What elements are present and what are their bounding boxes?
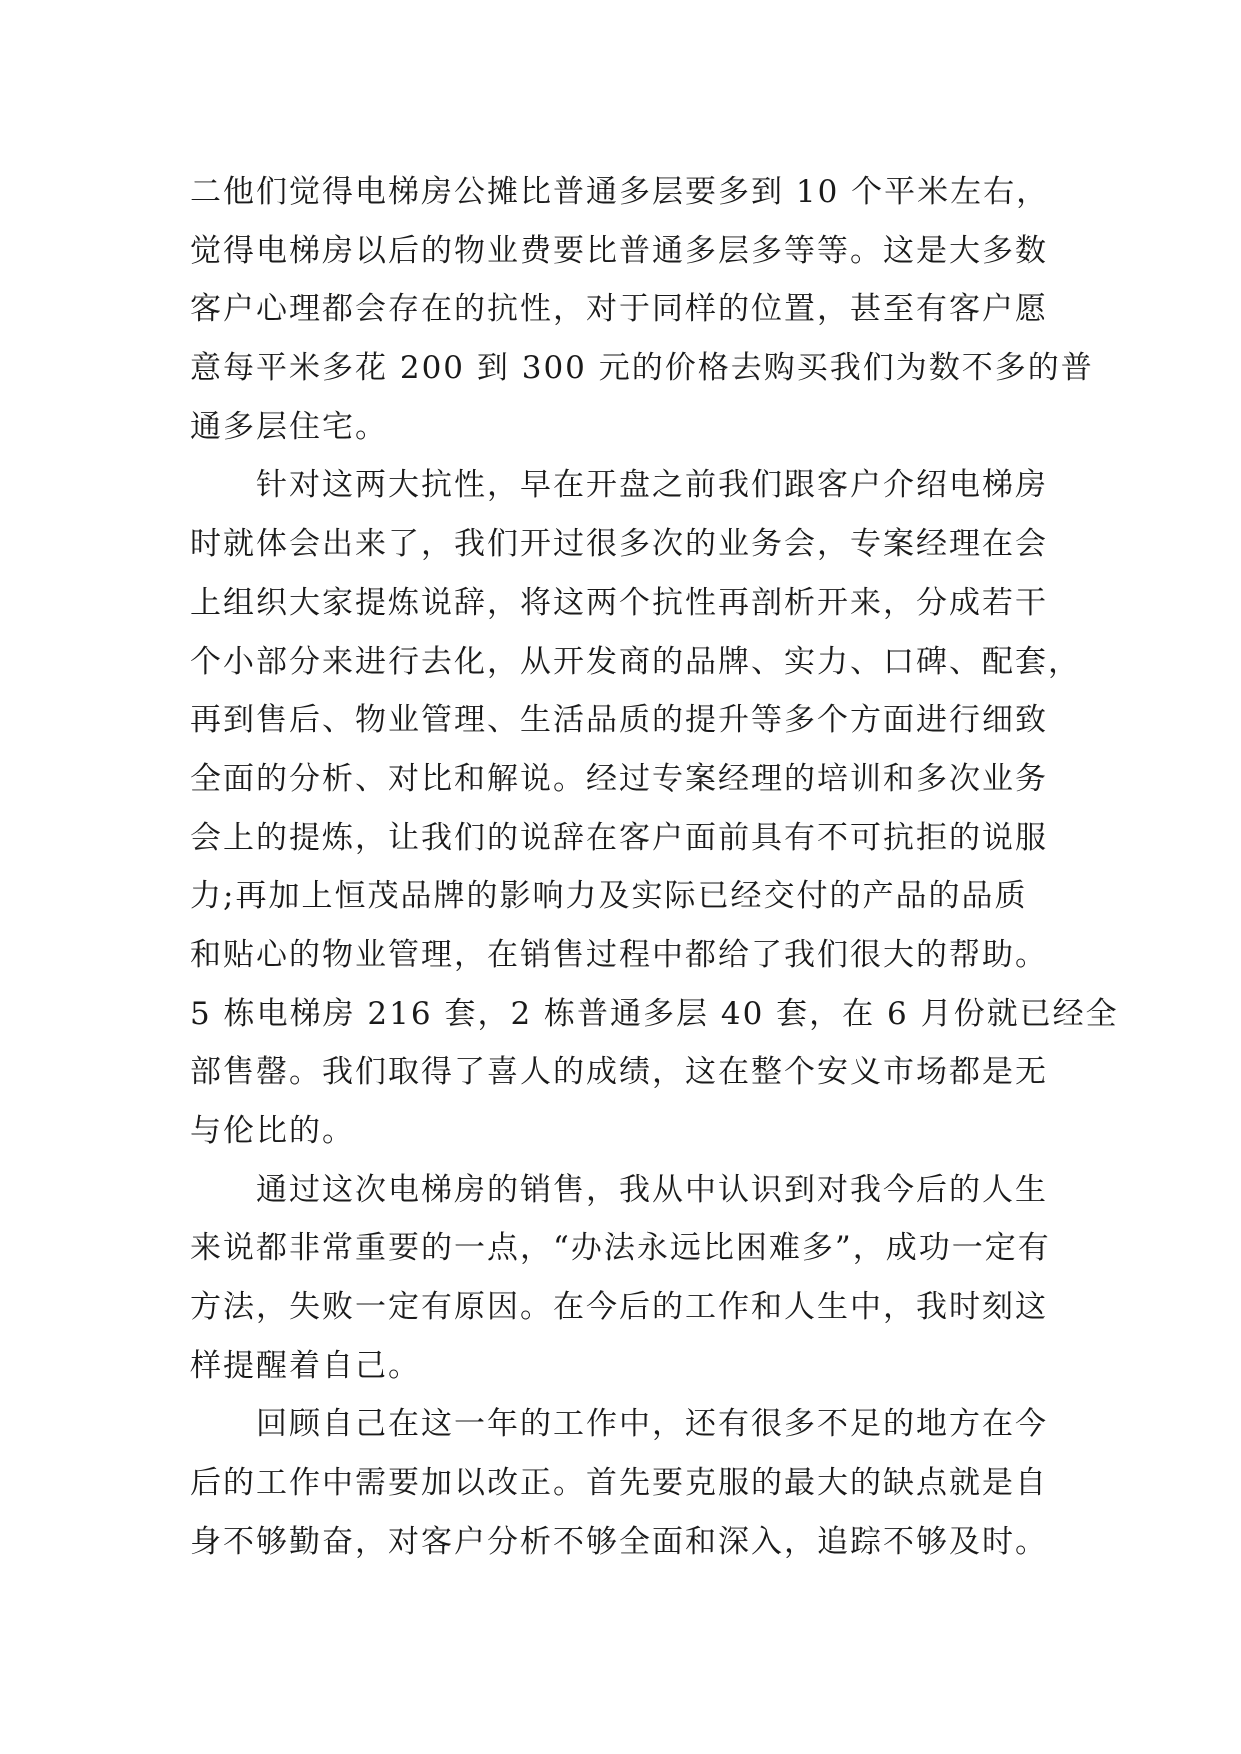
text-line: 通多层住宅。	[190, 408, 388, 445]
text-line: 全面的分析、对比和解说。经过专案经理的培训和多次业务	[190, 760, 1048, 797]
text-line: 回顾自己在这一年的工作中，还有很多不足的地方在今	[256, 1406, 1048, 1443]
text-line: 方法，失败一定有原因。在今后的工作和人生中，我时刻这	[190, 1289, 1048, 1326]
text-line: 上组织大家提炼说辞，将这两个抗性再剖析开来，分成若干	[190, 584, 1048, 621]
text-line: 与伦比的。	[190, 1113, 355, 1149]
text-line: 通过这次电梯房的销售，我从中认识到对我今后的人生	[256, 1171, 1048, 1208]
text-line: 部售罄。我们取得了喜人的成绩，这在整个安义市场都是无	[190, 1054, 1048, 1091]
text-line: 会上的提炼，让我们的说辞在客户面前具有不可抗拒的说服	[190, 819, 1048, 856]
text-line: 针对这两大抗性，早在开盘之前我们跟客户介绍电梯房	[256, 467, 1048, 504]
text-line: 力;再加上恒茂品牌的影响力及实际已经交付的产品的品质	[190, 878, 1028, 915]
text-line: 时就体会出来了，我们开过很多次的业务会，专案经理在会	[190, 526, 1048, 563]
text-line: 5 栋电梯房 216 套，2 栋普通多层 40 套，在 6 月份就已经全	[190, 995, 1119, 1032]
text-line: 来说都非常重要的一点，“办法永远比困难多”，成功一定有	[190, 1230, 1051, 1267]
text-line: 意每平米多花 200 到 300 元的价格去购买我们为数不多的普	[190, 350, 1094, 387]
text-line: 客户心理都会存在的抗性，对于同样的位置，甚至有客户愿	[190, 291, 1048, 328]
text-line: 二他们觉得电梯房公摊比普通多层要多到 10 个平米左右，	[190, 174, 1050, 210]
text-line: 身不够勤奋，对客户分析不够全面和深入，追踪不够及时。	[190, 1523, 1048, 1560]
document-body	[190, 163, 1119, 1572]
text-line: 再到售后、物业管理、生活品质的提升等多个方面进行细致	[190, 702, 1048, 739]
text-line: 觉得电梯房以后的物业费要比普通多层多等等。这是大多数	[190, 232, 1048, 269]
text-line: 和贴心的物业管理，在销售过程中都给了我们很大的帮助。	[190, 936, 1048, 973]
text-line: 样提醒着自己。	[190, 1347, 421, 1384]
text-line: 后的工作中需要加以改正。首先要克服的最大的缺点就是自	[190, 1465, 1048, 1502]
text-line: 个小部分来进行去化，从开发商的品牌、实力、口碑、配套，	[190, 643, 1081, 680]
